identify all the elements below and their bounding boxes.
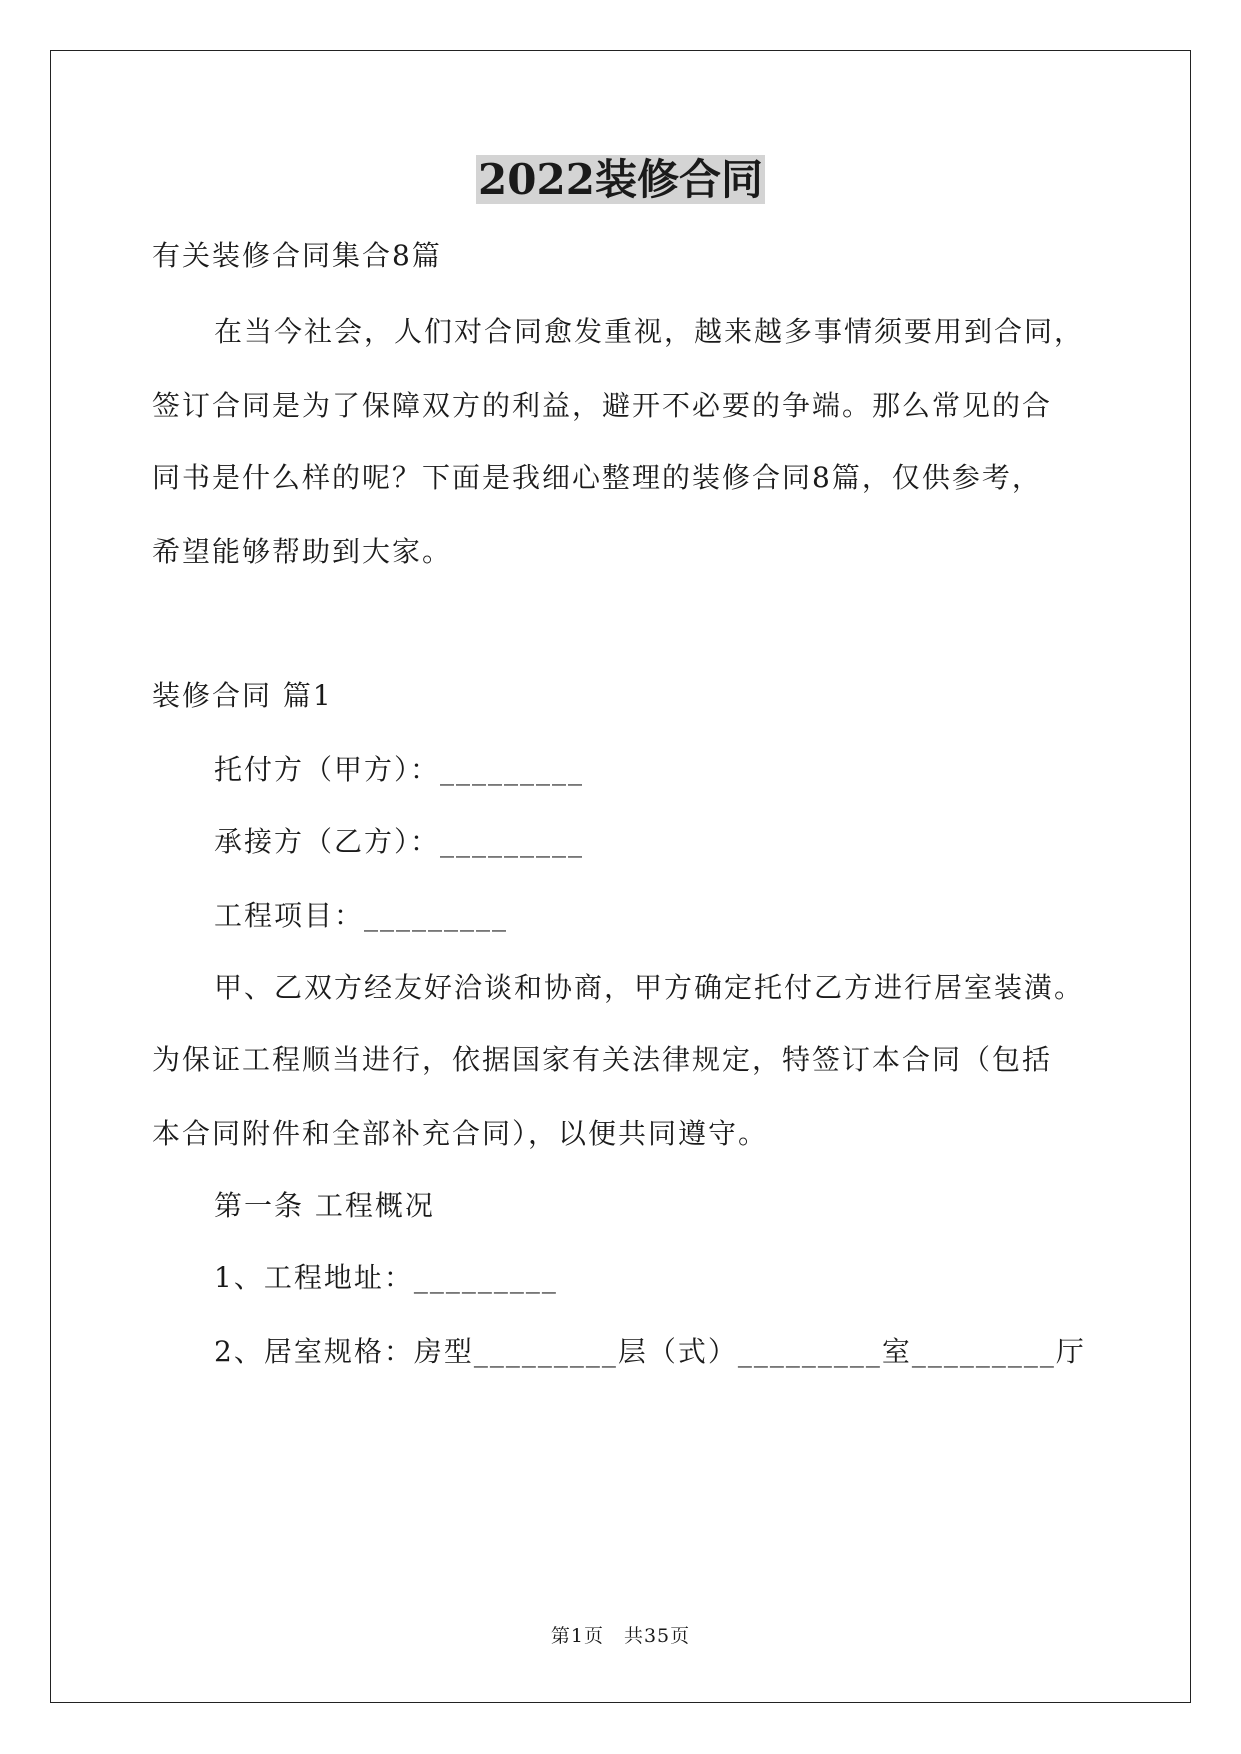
party-a-field: 托付方（甲方）：_________ bbox=[214, 753, 585, 786]
intro-paragraph-line-4: 希望能够帮助到大家。 bbox=[152, 535, 453, 568]
intro-paragraph-line-2: 签订合同是为了保障双方的利益，避开不必要的争端。那么常见的合 bbox=[152, 389, 1053, 422]
page-border bbox=[50, 50, 1191, 1703]
document-title bbox=[0, 150, 1241, 210]
article-one-heading: 第一条 工程概况 bbox=[214, 1189, 435, 1222]
intro-paragraph-line-3: 同书是什么样的呢？下面是我细心整理的装修合同8篇，仅供参考， bbox=[152, 461, 1042, 494]
agreement-paragraph-line-3: 本合同附件和全部补充合同），以便共同遵守。 bbox=[152, 1117, 769, 1150]
project-field: 工程项目：_________ bbox=[214, 899, 509, 932]
document-title-text: 2022装修合同 bbox=[478, 155, 763, 204]
agreement-paragraph-line-1: 甲、乙双方经友好洽谈和协商，甲方确定托付乙方进行居室装潢。 bbox=[214, 971, 1085, 1004]
room-spec-field: 2、居室规格：房型_________层（式）_________室_________厅 bbox=[214, 1335, 1086, 1368]
section-heading: 装修合同 篇1 bbox=[152, 679, 333, 712]
intro-paragraph-line-1: 在当今社会，人们对合同愈发重视，越来越多事情须要用到合同， bbox=[214, 315, 1085, 348]
project-address-field: 1、工程地址：_________ bbox=[214, 1261, 558, 1294]
page-footer: 第1页 共35页 bbox=[550, 1625, 691, 1647]
subtitle-line: 有关装修合同集合8篇 bbox=[152, 239, 442, 272]
agreement-paragraph-line-2: 为保证工程顺当进行，依据国家有关法律规定，特签订本合同（包括 bbox=[152, 1043, 1053, 1076]
party-b-field: 承接方（乙方）：_________ bbox=[214, 825, 585, 858]
